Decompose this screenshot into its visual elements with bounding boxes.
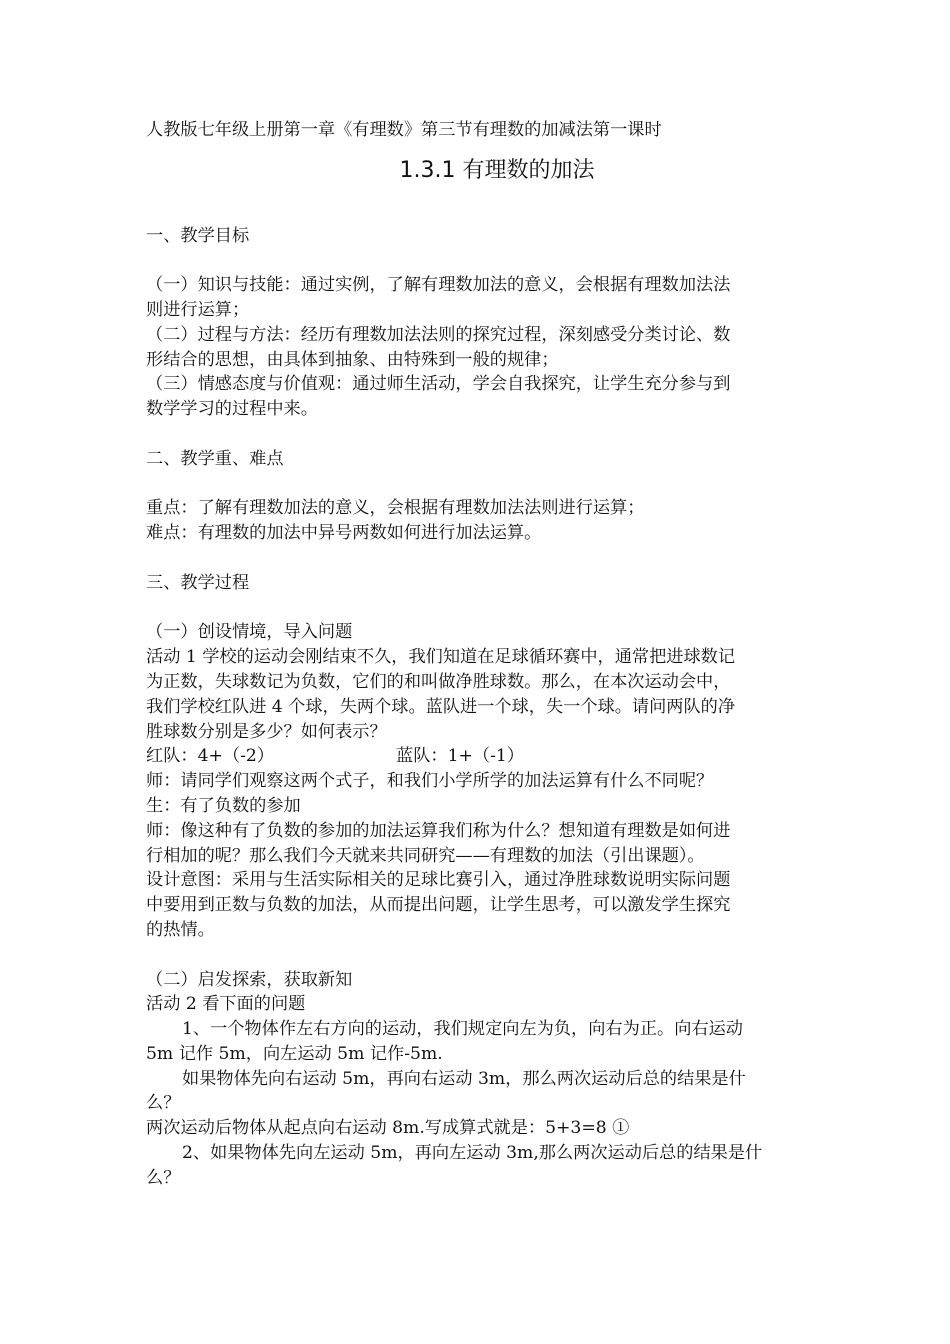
question1-line: 5m 记作 5m，向左运动 5m 记作-5m. [146, 1043, 443, 1064]
design-intent-line: 设计意图：采用与生活实际相关的足球比赛引入，通过净胜球数说明实际问题 [146, 870, 731, 891]
difficult-point-line: 难点：有理数的加法中异号两数如何进行加法运算。 [146, 523, 542, 544]
activity1-line: 胜球数分别是多少？如何表示？ [146, 721, 387, 742]
question1-line: 1、一个物体作左右方向的运动，我们规定向左为负，向右为正。向右运动 [182, 1019, 743, 1040]
team-scores-line [146, 744, 808, 769]
objective-line: 则进行运算； [146, 299, 250, 320]
key-point-line: 重点：了解有理数加法的意义，会根据有理数加法法则进行运算； [146, 498, 645, 519]
design-intent-line: 的热情。 [146, 919, 215, 940]
course-line: 人教版七年级上册第一章《有理数》第三节有理数的加减法第一课时 [146, 120, 662, 140]
objective-line: （一）知识与技能：通过实例，了解有理数加法的意义，会根据有理数加法法 [146, 275, 731, 296]
section-heading-process: 三、教学过程 [146, 572, 250, 593]
dialogue-line: 生：有了负数的参加 [146, 795, 301, 816]
question1-line: 如果物体先向右运动 5m，再向右运动 3m，那么两次运动后总的结果是什 [182, 1068, 746, 1089]
question1-line: 么？ [146, 1093, 181, 1114]
dialogue-line: 师：请同学们观察这两个式子，和我们小学所学的加法运算有什么不同呢？ [146, 771, 714, 792]
document-page [146, 118, 808, 1191]
activity1-line: 活动 1 学校的运动会刚结束不久，我们知道在足球循环赛中，通常把进球数记 [146, 647, 736, 668]
activity1-line: 为正数，失球数记为负数，它们的和叫做净胜球数。那么，在本次运动会中， [146, 671, 731, 692]
design-intent-line: 中要用到正数与负数的加法，从而提出问题，让学生思考，可以激发学生探究 [146, 895, 731, 916]
blue-team-expression: 蓝队：1+（-1） [396, 746, 525, 767]
question2-line: 么？ [146, 1167, 181, 1188]
red-team-expression: 红队：4+（-2） [146, 746, 275, 767]
answer1-line: 两次运动后物体从起点向右运动 8m.写成算式就是：5+3=8 ① [146, 1118, 630, 1139]
part1-heading: （一）创设情境，导入问题 [146, 622, 353, 643]
part2-heading: （二）启发探索，获取新知 [146, 969, 353, 990]
objective-line: （三）情感态度与价值观：通过师生活动，学会自我探究，让学生充分参与到 [146, 374, 731, 395]
page-title: 1.3.1 有理数的加法 [399, 157, 595, 183]
objective-line: 数学学习的过程中来。 [146, 399, 318, 420]
section-heading-key-points: 二、教学重、难点 [146, 448, 284, 469]
objective-line: （二）过程与方法：经历有理数加法法则的探究过程，深刻感受分类讨论、数 [146, 324, 731, 345]
section-heading-objectives: 一、教学目标 [146, 225, 250, 246]
activity1-line: 我们学校红队进 4 个球，失两个球。蓝队进一个球，失一个球。请问两队的净 [146, 696, 736, 717]
dialogue-line: 师：像这种有了负数的参加的加法运算我们称为什么？想知道有理数是如何进 [146, 820, 731, 841]
activity2-title: 活动 2 看下面的问题 [146, 994, 306, 1015]
dialogue-line: 行相加的呢？那么我们今天就来共同研究——有理数的加法（引出课题）。 [146, 845, 705, 866]
objective-line: 形结合的思想，由具体到抽象、由特殊到一般的规律； [146, 349, 559, 370]
question2-line: 2、如果物体先向左运动 5m，再向左运动 3m,那么两次运动后总的结果是什 [182, 1143, 763, 1164]
